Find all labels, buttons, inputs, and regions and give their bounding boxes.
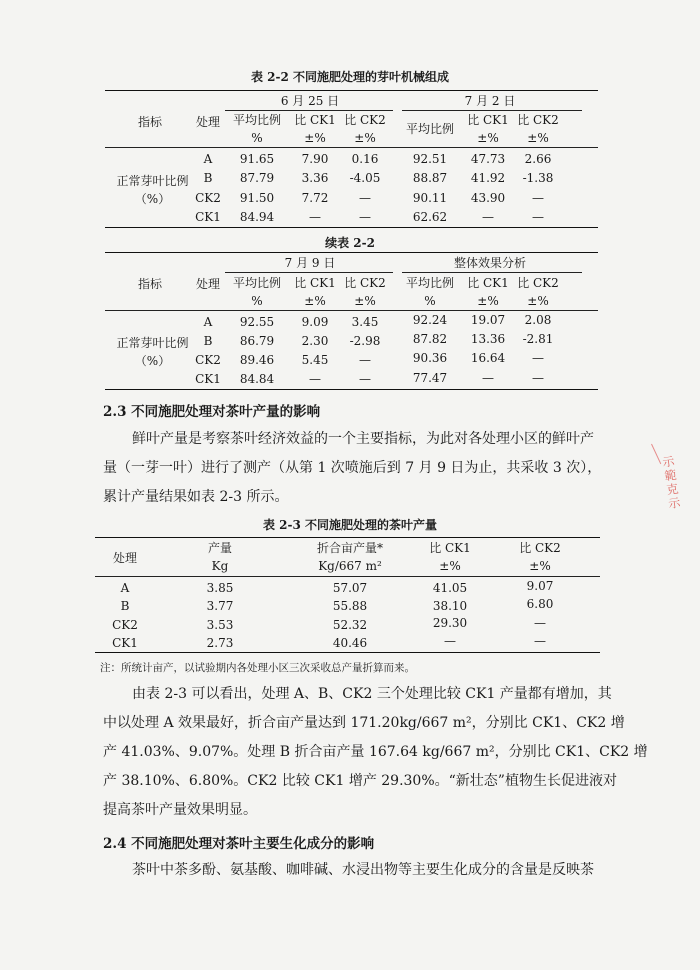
paragraph-line: 中以处理 A 效果最好，折合亩产量达到 171.20kg/667 m²，分别比 CK1、CK2 增 (103, 715, 625, 731)
cell-value: 91.65 (239, 152, 275, 166)
cell-value: 5.45 (301, 353, 329, 367)
cell-treatment: A (203, 152, 213, 166)
row-label-unit: （%） (134, 354, 171, 368)
header-ck2-pct: ±% (354, 131, 376, 145)
header-avg: 平均比例 (232, 276, 281, 290)
cell-value: 7.90 (301, 152, 329, 166)
table-rule (105, 147, 598, 148)
cell-value: 9.07 (526, 579, 554, 593)
cell-value: 29.30 (432, 616, 468, 630)
header-pct: % (251, 294, 263, 308)
table-2-2-continued-caption: 续表 2-2 (325, 236, 375, 250)
table-rule (105, 252, 598, 253)
cell-value: — (309, 210, 321, 224)
header-ck1: 比 CK1 (429, 541, 471, 555)
header-indicator: 指标 (137, 115, 162, 129)
cell-value: 3.53 (206, 618, 234, 632)
table-rule (225, 272, 393, 273)
cell-value: 9.09 (301, 315, 329, 329)
header-ck2-pct: ±% (529, 559, 551, 573)
cell-value: 92.51 (412, 152, 448, 166)
header-avg: 平均比例 (405, 276, 454, 290)
cell-value: — (534, 634, 546, 648)
paragraph-line: 提高茶叶产量效果明显。 (103, 802, 257, 818)
cell-value: -4.05 (349, 171, 381, 185)
header-treatment: 处理 (112, 551, 137, 565)
cell-value: — (482, 371, 494, 385)
cell-value: — (309, 372, 321, 386)
handwritten-stamp: 示範克示 (660, 454, 682, 512)
cell-value: 0.16 (351, 152, 379, 166)
row-label-unit: （%） (134, 192, 171, 206)
cell-value: — (359, 210, 371, 224)
header-ck1: 比 CK1 (294, 113, 336, 127)
cell-value: 2.30 (301, 334, 329, 348)
cell-value: 92.55 (239, 315, 275, 329)
header-ck2: 比 CK2 (519, 541, 561, 555)
cell-treatment: A (203, 315, 213, 329)
cell-value: 3.85 (206, 581, 234, 595)
table-rule (95, 652, 600, 653)
cell-value: 47.73 (470, 152, 506, 166)
cell-value: 19.07 (470, 313, 506, 327)
header-ck2-pct: ±% (527, 294, 549, 308)
header-pct: % (251, 131, 263, 145)
table-rule (225, 110, 393, 111)
section-heading: 2.3 不同施肥处理对茶叶产量的影响 (103, 404, 321, 420)
section-heading: 2.4 不同施肥处理对茶叶主要生化成分的影响 (103, 836, 375, 852)
header-mu-yield: 折合亩产量* (316, 541, 383, 555)
header-ck1: 比 CK1 (467, 276, 509, 290)
table-rule (105, 90, 598, 91)
cell-value: -2.81 (522, 332, 554, 346)
header-avg: 平均比例 (232, 113, 281, 127)
cell-value: 55.88 (332, 599, 368, 613)
header-yield: 产量 (207, 541, 232, 555)
header-ck2: 比 CK2 (517, 276, 559, 290)
cell-treatment: B (203, 334, 213, 348)
header-treatment: 处理 (195, 115, 220, 129)
header-date-jul2: 7 月 2 日 (464, 94, 516, 108)
table-rule (105, 389, 598, 390)
cell-value: 2.66 (524, 152, 552, 166)
paragraph-line: 茶叶中茶多酚、氨基酸、咖啡碱、水浸出物等主要生化成分的含量是反映茶 (132, 862, 594, 878)
cell-value: 87.79 (239, 171, 275, 185)
table-rule (105, 310, 598, 311)
header-mu-yield-unit: Kg/667 m² (318, 559, 382, 573)
header-avg: 平均比例 (405, 122, 454, 136)
cell-treatment: CK2 (112, 618, 138, 632)
paragraph-line: 累计产量结果如表 2-3 所示。 (103, 489, 289, 505)
cell-treatment: CK1 (195, 210, 221, 224)
cell-value: 16.64 (470, 351, 506, 365)
table-rule (95, 576, 600, 577)
cell-value: — (359, 372, 371, 386)
cell-value: 92.24 (412, 313, 448, 327)
cell-value: — (532, 210, 544, 224)
header-ck2-pct: ±% (354, 294, 376, 308)
cell-treatment: B (203, 171, 213, 185)
cell-value: — (444, 634, 456, 648)
cell-value: 91.50 (239, 191, 275, 205)
header-ck1: 比 CK1 (467, 113, 509, 127)
cell-value: 38.10 (432, 599, 468, 613)
header-ck2: 比 CK2 (344, 276, 386, 290)
cell-value: — (359, 353, 371, 367)
cell-value: 57.07 (332, 581, 368, 595)
header-yield-unit: Kg (211, 559, 229, 573)
header-pct: % (424, 294, 436, 308)
header-ck2: 比 CK2 (517, 113, 559, 127)
cell-treatment: CK1 (112, 636, 138, 650)
cell-value: — (534, 616, 546, 630)
cell-value: 6.80 (526, 597, 554, 611)
cell-value: 3.77 (206, 599, 234, 613)
paragraph-line: 由表 2-3 可以看出，处理 A、B、CK2 三个处理比较 CK1 产量都有增加，其 (132, 686, 612, 702)
cell-value: 43.90 (470, 191, 506, 205)
header-overall: 整体效果分析 (453, 256, 526, 270)
cell-treatment: CK2 (195, 353, 221, 367)
header-ck1-pct: ±% (304, 131, 326, 145)
cell-treatment: CK2 (195, 191, 221, 205)
table-note: 注：所统计亩产，以试验期内各处理小区三次采收总产量折算而来。 (100, 662, 415, 674)
cell-value: 88.87 (412, 171, 448, 185)
cell-value: 3.36 (301, 171, 329, 185)
cell-value: 89.46 (239, 353, 275, 367)
cell-value: 52.32 (332, 618, 368, 632)
cell-value: 3.45 (351, 315, 379, 329)
cell-treatment: A (120, 581, 130, 595)
header-indicator: 指标 (137, 277, 162, 291)
cell-value: 62.62 (412, 210, 448, 224)
paragraph-line: 产 41.03%、9.07%。处理 B 折合亩产量 167.64 kg/667 m²，分别比 CK1、CK2 增 (103, 744, 648, 760)
table-2-2-caption: 表 2-2 不同施肥处理的芽叶机械组成 (250, 70, 450, 84)
header-date-jul9: 7 月 9 日 (284, 256, 336, 270)
cell-value: -1.38 (522, 171, 554, 185)
table-rule (402, 272, 582, 273)
cell-value: 86.79 (239, 334, 275, 348)
cell-value: 84.94 (239, 210, 275, 224)
cell-value: 7.72 (301, 191, 329, 205)
table-rule (95, 537, 600, 538)
cell-value: 40.46 (332, 636, 368, 650)
cell-value: 2.08 (524, 313, 552, 327)
cell-value: — (532, 351, 544, 365)
header-date-jun25: 6 月 25 日 (280, 94, 340, 108)
row-label: 正常芽叶比例 (116, 174, 189, 188)
row-label: 正常芽叶比例 (116, 336, 189, 350)
header-treatment: 处理 (195, 277, 220, 291)
table-rule (402, 110, 582, 111)
cell-treatment: CK1 (195, 372, 221, 386)
cell-value: 41.92 (470, 171, 506, 185)
cell-treatment: B (120, 599, 130, 613)
cell-value: -2.98 (349, 334, 381, 348)
cell-value: 84.84 (239, 372, 275, 386)
paragraph-line: 量（一芽一叶）进行了测产（从第 1 次喷施后到 7 月 9 日为止，共采收 3 次）， (103, 460, 602, 476)
header-ck1: 比 CK1 (294, 276, 336, 290)
header-ck2: 比 CK2 (344, 113, 386, 127)
cell-value: — (532, 191, 544, 205)
cell-value: 41.05 (432, 581, 468, 595)
table-rule (105, 227, 598, 228)
cell-value: 87.82 (412, 332, 448, 346)
cell-value: 77.47 (412, 371, 448, 385)
cell-value: 2.73 (206, 636, 234, 650)
cell-value: — (482, 210, 494, 224)
paragraph-line: 鲜叶产量是考察茶叶经济效益的一个主要指标，为此对各处理小区的鲜叶产 (132, 431, 594, 447)
header-ck1-pct: ±% (477, 131, 499, 145)
header-ck1-pct: ±% (477, 294, 499, 308)
header-ck1-pct: ±% (439, 559, 461, 573)
paragraph-line: 产 38.10%、6.80%。CK2 比较 CK1 增产 29.30%。“新壮态”植物生长促进液对 (103, 773, 617, 789)
header-ck1-pct: ±% (304, 294, 326, 308)
cell-value: 90.36 (412, 351, 448, 365)
cell-value: — (359, 191, 371, 205)
cell-value: — (532, 371, 544, 385)
header-ck2-pct: ±% (527, 131, 549, 145)
cell-value: 90.11 (412, 191, 448, 205)
cell-value: 13.36 (470, 332, 506, 346)
table-2-3-caption: 表 2-3 不同施肥处理的茶叶产量 (262, 518, 438, 532)
